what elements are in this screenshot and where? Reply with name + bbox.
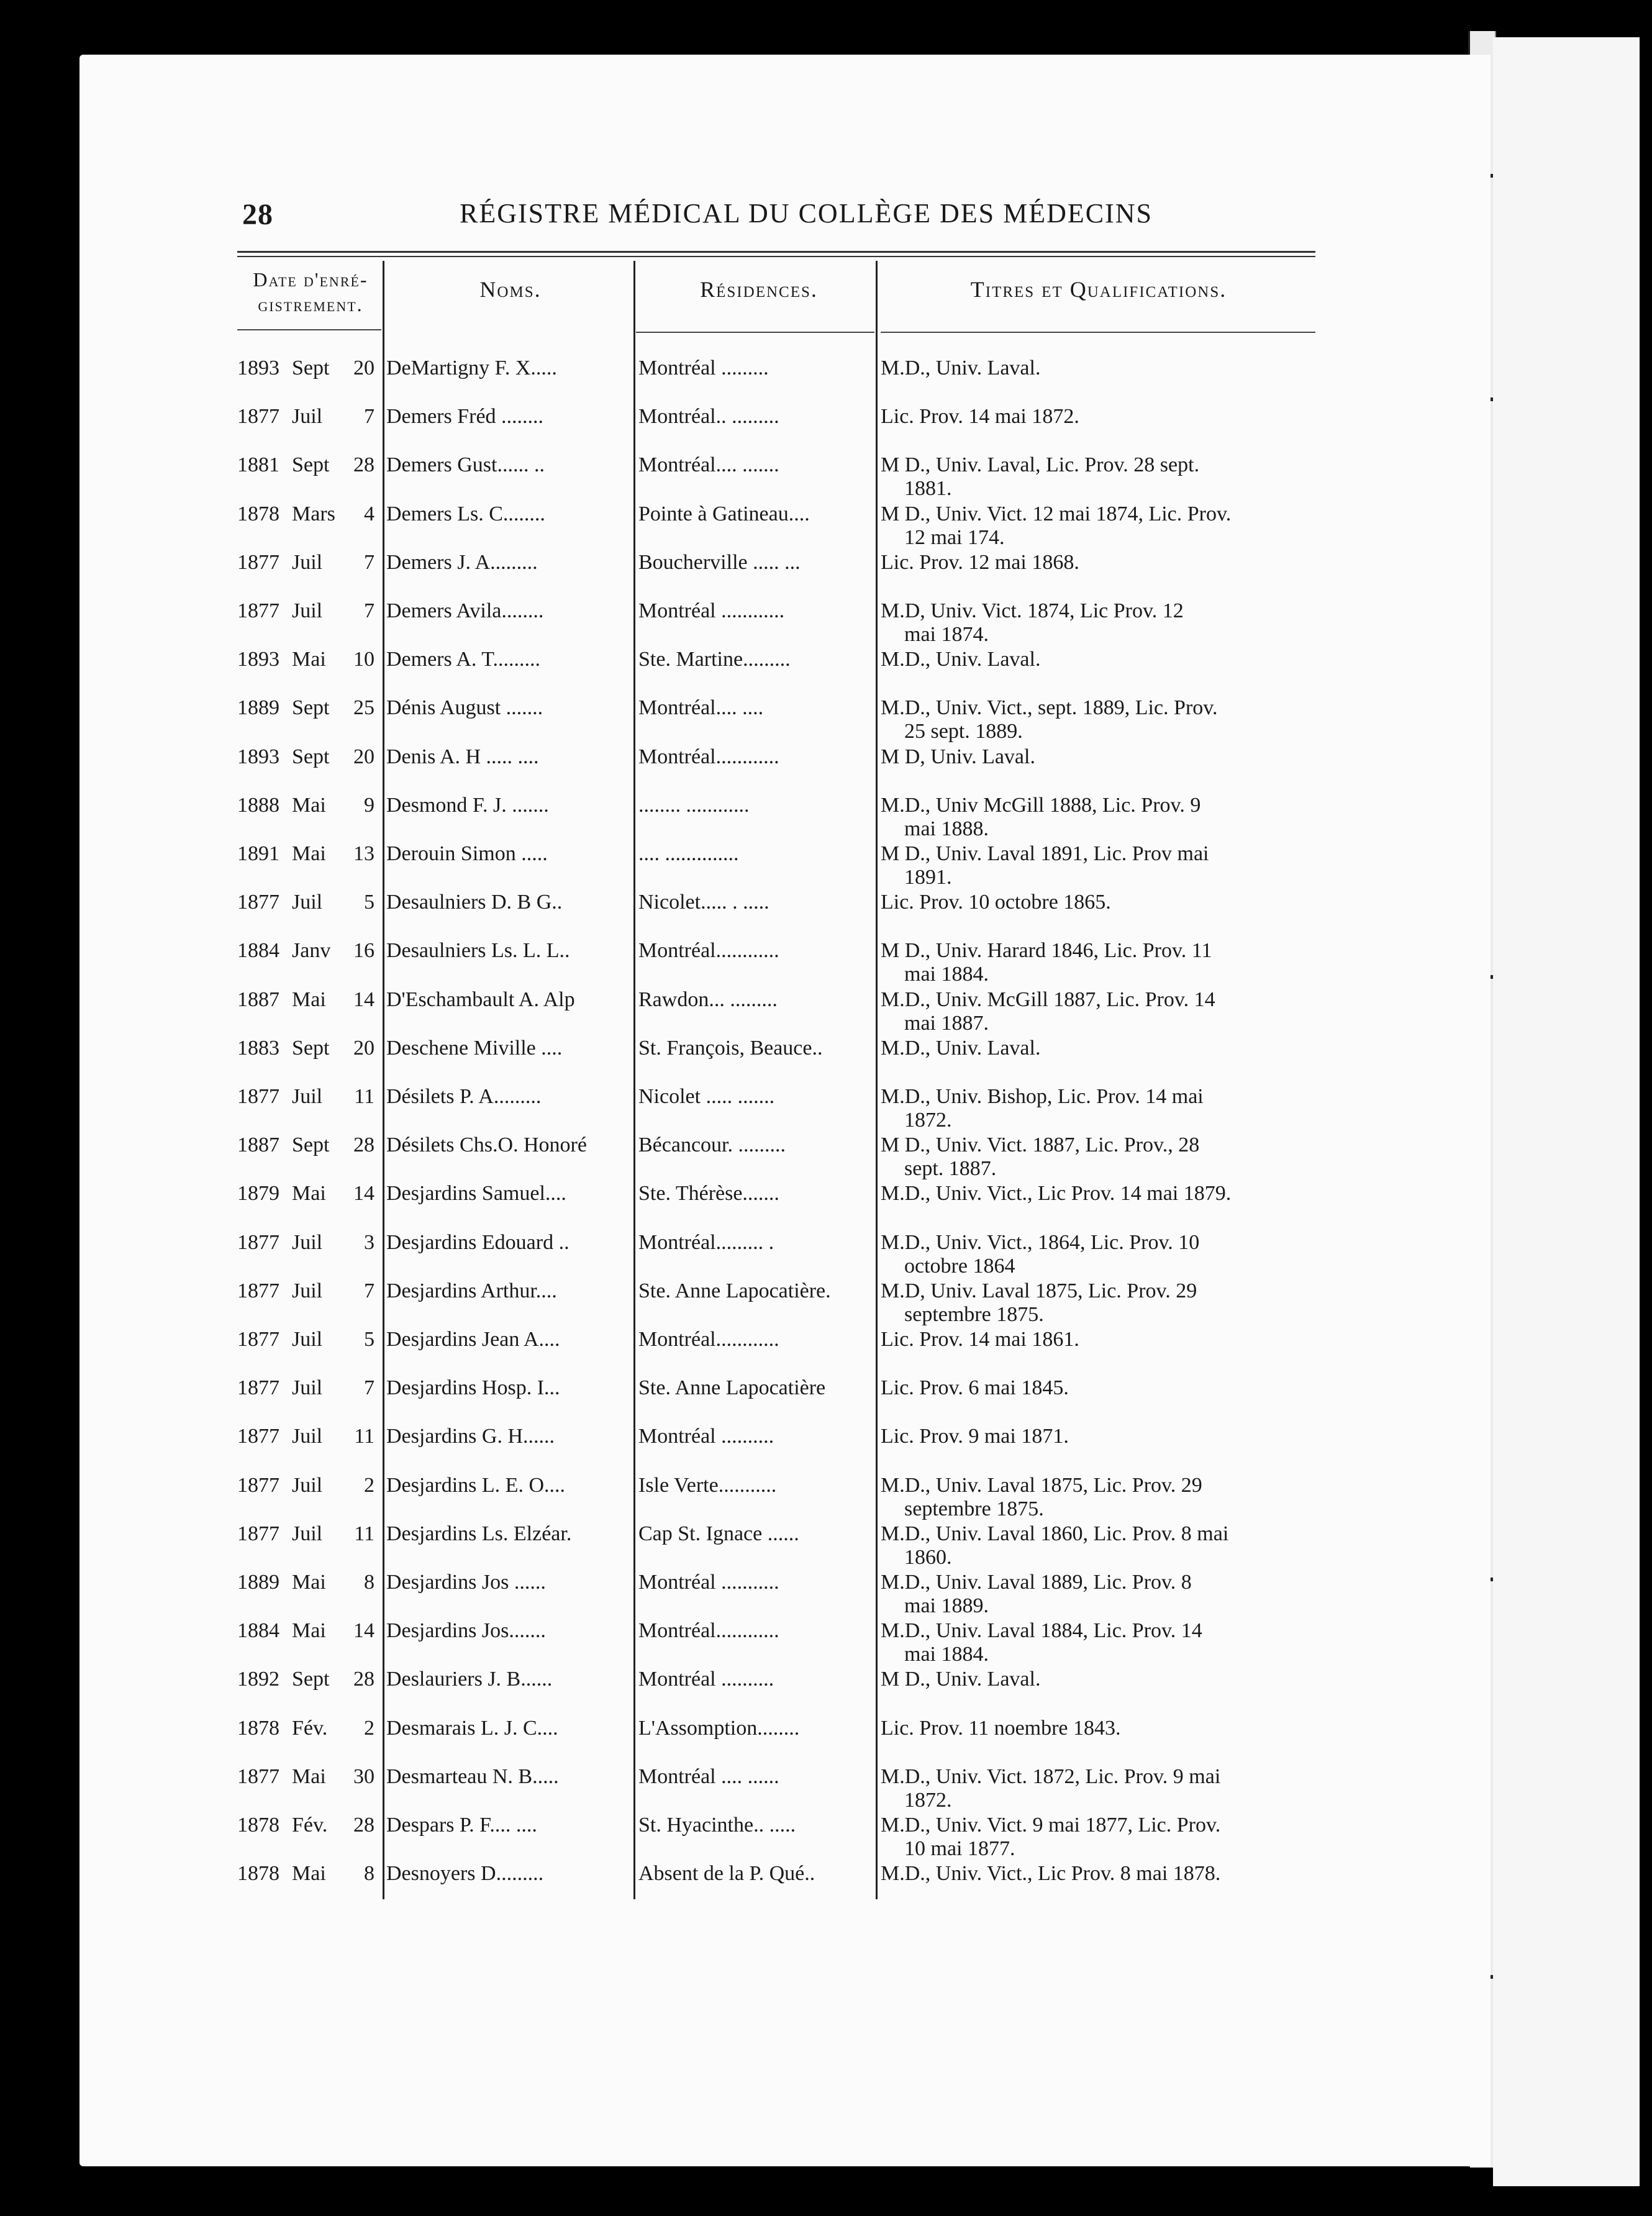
entry-day: 11 [354, 1425, 374, 1448]
qualifications-line1: M D, Univ. Laval. [881, 745, 1035, 768]
entry-month: Juil [292, 405, 323, 429]
table-row [0, 1862, 1652, 1910]
residence: L'Assomption........ [638, 1716, 800, 1740]
physician-name: Desjardins Ls. Elzéar. [386, 1522, 572, 1545]
qualifications-line1: M.D., Univ. McGill 1887, Lic. Prov. 14 [881, 988, 1215, 1011]
physician-name: Desnoyers D......... [386, 1862, 544, 1886]
residence: Ste. Anne Lapocatière. [638, 1279, 831, 1302]
entry-day: 28 [353, 1814, 374, 1837]
column-header-residences: Résidences. [700, 277, 818, 302]
entry-year: 1892 [237, 1668, 279, 1691]
entry-month: Juil [292, 1279, 323, 1302]
entry-day: 5 [364, 1328, 374, 1351]
entry-year: 1877 [237, 1522, 279, 1545]
entry-year: 1877 [237, 1230, 279, 1254]
entry-year: 1879 [237, 1182, 279, 1206]
entry-month: Sept [292, 453, 330, 477]
column-header-date-line1: Date d'enré- [253, 268, 368, 291]
entry-day: 16 [353, 939, 374, 963]
entry-month: Juil [292, 891, 323, 914]
qualifications-line1: M.D., Univ. Vict. 1872, Lic. Prov. 9 mai [881, 1764, 1221, 1788]
residence: Boucherville ..... ... [638, 550, 801, 574]
entry-month: Juil [292, 1522, 323, 1545]
entry-day: 28 [353, 1668, 374, 1691]
entry-year: 1877 [237, 1764, 279, 1788]
entry-month: Mai [292, 1182, 326, 1206]
table-row [0, 405, 1652, 453]
qualifications [881, 1619, 1322, 1666]
entry-year: 1877 [237, 1376, 279, 1400]
qualifications-line2: mai 1888. [904, 817, 989, 840]
qualifications-line1: M.D, Univ. Vict. 1874, Lic Prov. 12 [881, 599, 1184, 622]
physician-name: Demers Avila........ [386, 599, 544, 622]
physician-name: Deschene Miville .... [386, 1036, 563, 1060]
entry-year: 1877 [237, 1085, 279, 1108]
physician-name: Denis A. H ..... .... [386, 745, 539, 768]
qualifications [881, 1862, 1322, 1886]
qualifications [881, 551, 1322, 574]
qualifications-line1: M D., Univ. Laval, Lic. Prov. 28 sept. [881, 453, 1200, 477]
entry-day: 10 [353, 648, 374, 671]
entry-month: Fév. [292, 1716, 328, 1740]
entry-day: 7 [364, 1279, 374, 1302]
entry-month: Mai [292, 1571, 326, 1594]
entry-day: 20 [353, 356, 374, 379]
residence: Montréal .... ...... [638, 1764, 779, 1788]
qualifications-line1: M.D., Univ. Laval 1889, Lic. Prov. 8 [881, 1571, 1192, 1594]
entry-day: 2 [364, 1716, 374, 1740]
physician-name: Desjardins Edouard .. [386, 1230, 570, 1254]
column-header-rule [636, 332, 874, 333]
entry-day: 11 [354, 1522, 374, 1545]
qualifications [881, 939, 1322, 986]
column-header-rule [237, 329, 381, 330]
qualifications [881, 1425, 1322, 1448]
header-rule [237, 251, 1315, 253]
qualifications [881, 1279, 1322, 1327]
column-header-rule [881, 332, 1315, 333]
column-header-date-line2: gistrement. [258, 293, 363, 316]
column-header-date [238, 267, 383, 317]
qualifications [881, 1133, 1322, 1181]
entry-month: Mai [292, 1764, 326, 1788]
table-row [0, 453, 1652, 502]
qualifications-line2: 1891. [904, 866, 952, 889]
residence: Montréal............ [638, 939, 779, 963]
residence: Isle Verte........... [638, 1473, 777, 1497]
table-row [0, 1522, 1652, 1571]
table-row [0, 1425, 1652, 1473]
entry-month: Mai [292, 793, 326, 817]
qualifications [881, 1522, 1322, 1569]
residence: Montréal.... .... [638, 696, 764, 720]
table-row [0, 551, 1652, 599]
entry-year: 1878 [237, 1862, 279, 1886]
entry-day: 28 [353, 453, 374, 477]
qualifications-line1: Lic. Prov. 12 mai 1868. [881, 550, 1079, 574]
qualifications-line1: M D., Univ. Laval 1891, Lic. Prov mai [881, 842, 1209, 865]
residence: St. François, Beauce.. [638, 1036, 823, 1060]
residence: .... .............. [638, 842, 739, 865]
table-row [0, 1474, 1652, 1522]
entry-day: 7 [364, 1376, 374, 1400]
physician-name: Desmarais L. J. C.... [386, 1716, 558, 1740]
residence: Montréal.. ......... [638, 405, 779, 429]
table-row [0, 745, 1652, 794]
physician-name: Desjardins L. E. O.... [386, 1473, 566, 1497]
physician-name: Desjardins Jean A.... [386, 1328, 560, 1351]
qualifications [881, 502, 1322, 550]
entry-day: 28 [353, 1133, 374, 1157]
table-row [0, 502, 1652, 551]
entry-month: Sept [292, 1668, 330, 1691]
physician-name: Demers A. T......... [386, 648, 541, 671]
residence: Montréal .......... [638, 1668, 774, 1691]
entry-day: 5 [364, 891, 374, 914]
entry-month: Mai [292, 1619, 326, 1643]
residence: Montréal ............ [638, 599, 785, 622]
qualifications-line1: Lic. Prov. 6 mai 1845. [881, 1376, 1069, 1400]
entry-month: Juil [292, 599, 323, 622]
qualifications-line2: mai 1884. [904, 1643, 989, 1666]
entry-year: 1877 [237, 891, 279, 914]
qualifications-line2: octobre 1864 [904, 1254, 1015, 1278]
qualifications-line1: M.D., Univ. Laval. [881, 1036, 1041, 1060]
entry-month: Sept [292, 1133, 330, 1157]
entry-day: 9 [364, 793, 374, 817]
qualifications-line2: septembre 1875. [904, 1302, 1044, 1326]
entry-year: 1877 [237, 1425, 279, 1448]
qualifications-line1: M.D, Univ. Laval 1875, Lic. Prov. 29 [881, 1279, 1197, 1302]
entry-month: Fév. [292, 1814, 328, 1837]
qualifications-line1: M.D., Univ. Vict., 1864, Lic. Prov. 10 [881, 1230, 1200, 1254]
entry-day: 7 [364, 550, 374, 574]
entry-day: 8 [364, 1862, 374, 1886]
table-row [0, 988, 1652, 1037]
qualifications [881, 1376, 1322, 1400]
qualifications-line2: mai 1889. [904, 1594, 989, 1617]
physician-name: Désilets Chs.O. Honoré [386, 1133, 587, 1157]
residence: Pointe à Gatineau.... [638, 502, 810, 525]
entry-year: 1893 [237, 356, 279, 379]
residence: Ste. Martine......... [638, 648, 791, 671]
residence: Nicolet..... . ..... [638, 891, 769, 914]
physician-name: Demers J. A......... [386, 550, 538, 574]
entry-year: 1887 [237, 1133, 279, 1157]
qualifications-line1: Lic. Prov. 9 mai 1871. [881, 1425, 1069, 1448]
physician-name: Desmond F. J. ....... [386, 793, 549, 817]
entry-day: 25 [353, 696, 374, 720]
table-row [0, 648, 1652, 696]
table-row [0, 1279, 1652, 1328]
qualifications-line1: M.D., Univ. Vict., Lic Prov. 14 mai 1879. [881, 1182, 1232, 1206]
table-row [0, 1133, 1652, 1182]
physician-name: Demers Gust...... .. [386, 453, 545, 477]
qualifications [881, 696, 1322, 743]
residence: Montréal............ [638, 1619, 779, 1643]
table-row [0, 696, 1652, 745]
table-row [0, 1717, 1652, 1765]
qualifications [881, 1037, 1322, 1060]
qualifications [881, 356, 1322, 380]
entry-year: 1883 [237, 1036, 279, 1060]
residence: Ste. Anne Lapocatière [638, 1376, 826, 1400]
qualifications [881, 1717, 1322, 1740]
residence: ........ ............ [638, 793, 750, 817]
page-title: RÉGISTRE MÉDICAL DU COLLÈGE DES MÉDECINS [460, 198, 1153, 229]
qualifications-line1: M.D., Univ McGill 1888, Lic. Prov. 9 [881, 793, 1201, 817]
table-row [0, 1085, 1652, 1133]
qualifications [881, 1668, 1322, 1691]
table-row [0, 1376, 1652, 1425]
qualifications-line1: M.D., Univ. Laval 1884, Lic. Prov. 14 [881, 1619, 1202, 1643]
entry-year: 1884 [237, 1619, 279, 1643]
residence: St. Hyacinthe.. ..... [638, 1814, 796, 1837]
entry-month: Juil [292, 1473, 323, 1497]
entry-year: 1881 [237, 453, 279, 477]
qualifications-line2: 10 mai 1877. [904, 1837, 1015, 1860]
entry-month: Mai [292, 1862, 326, 1886]
qualifications [881, 794, 1322, 841]
residence: Montréal............ [638, 745, 779, 768]
qualifications-line1: M D., Univ. Laval. [881, 1668, 1041, 1691]
entry-day: 13 [353, 842, 374, 865]
qualifications-line2: 1872. [904, 1109, 952, 1132]
table-row [0, 1328, 1652, 1376]
qualifications-line1: M.D., Univ. Vict., sept. 1889, Lic. Prov. [881, 696, 1218, 720]
residence: Rawdon... ......... [638, 988, 778, 1011]
table-row [0, 1619, 1652, 1668]
qualifications-line2: 1860. [904, 1545, 952, 1569]
table-row [0, 842, 1652, 891]
qualifications-line2: 1872. [904, 1788, 952, 1812]
entry-day: 30 [353, 1764, 374, 1788]
qualifications-line1: Lic. Prov. 11 noembre 1843. [881, 1716, 1121, 1740]
qualifications-line1: Lic. Prov. 14 mai 1872. [881, 405, 1079, 429]
table-row [0, 1571, 1652, 1619]
qualifications-line1: M.D., Univ. Laval 1860, Lic. Prov. 8 mai [881, 1522, 1229, 1545]
qualifications-line2: 25 sept. 1889. [904, 720, 1023, 743]
entry-year: 1877 [237, 599, 279, 622]
qualifications [881, 1328, 1322, 1351]
entry-day: 14 [353, 1619, 374, 1643]
entry-year: 1891 [237, 842, 279, 865]
entry-year: 1893 [237, 648, 279, 671]
physician-name: Desjardins Arthur.... [386, 1279, 557, 1302]
qualifications-line1: M.D., Univ. Laval. [881, 356, 1041, 379]
entry-year: 1887 [237, 988, 279, 1011]
entry-day: 8 [364, 1571, 374, 1594]
qualifications-line1: M.D., Univ. Laval. [881, 648, 1041, 671]
qualifications [881, 745, 1322, 769]
entry-month: Juil [292, 1425, 323, 1448]
table-row [0, 599, 1652, 648]
table-row [0, 356, 1652, 405]
qualifications-line1: M D., Univ. Vict. 1887, Lic. Prov., 28 [881, 1133, 1200, 1157]
entry-month: Juil [292, 550, 323, 574]
qualifications-line1: Lic. Prov. 10 octobre 1865. [881, 891, 1111, 914]
table-row [0, 1182, 1652, 1230]
entry-month: Mai [292, 648, 326, 671]
entry-year: 1878 [237, 1716, 279, 1740]
qualifications-line2: 1881. [904, 477, 952, 501]
qualifications-line1: M.D., Univ. Vict. 9 mai 1877, Lic. Prov. [881, 1814, 1221, 1837]
residence: Nicolet ..... ....... [638, 1085, 775, 1108]
qualifications [881, 1571, 1322, 1618]
table-row [0, 1668, 1652, 1716]
residence: Bécancour. ......... [638, 1133, 786, 1157]
qualifications [881, 1474, 1322, 1521]
entry-month: Juil [292, 1230, 323, 1254]
qualifications-line2: sept. 1887. [904, 1157, 997, 1181]
physician-name: Desaulniers D. B G.. [386, 891, 563, 914]
residence: Montréal ......... [638, 356, 769, 379]
entry-year: 1877 [237, 1279, 279, 1302]
entry-year: 1889 [237, 696, 279, 720]
qualifications-line1: M D., Univ. Vict. 12 mai 1874, Lic. Prov. [881, 502, 1232, 525]
residence: Montréal......... . [638, 1230, 774, 1254]
qualifications-line2: septembre 1875. [904, 1497, 1044, 1520]
physician-name: DeMartigny F. X..... [386, 356, 557, 379]
table-row [0, 939, 1652, 988]
physician-name: Desaulniers Ls. L. L.. [386, 939, 570, 963]
residence: Montréal.... ....... [638, 453, 779, 477]
qualifications [881, 1814, 1322, 1861]
physician-name: Desjardins Hosp. I... [386, 1376, 560, 1400]
entry-month: Sept [292, 696, 330, 720]
residence: Cap St. Ignace ...... [638, 1522, 799, 1545]
entry-year: 1878 [237, 1814, 279, 1837]
entry-day: 4 [364, 502, 374, 525]
qualifications [881, 1182, 1322, 1206]
qualifications-line2: 12 mai 174. [904, 525, 1005, 549]
entry-year: 1884 [237, 939, 279, 963]
entry-day: 2 [364, 1473, 374, 1497]
physician-name: Desjardins G. H...... [386, 1425, 555, 1448]
qualifications [881, 1085, 1322, 1132]
physician-name: Demers Fréd ........ [386, 405, 544, 429]
entry-month: Sept [292, 1036, 330, 1060]
table-row [0, 1765, 1652, 1814]
qualifications [881, 1231, 1322, 1278]
entry-month: Mai [292, 842, 326, 865]
qualifications [881, 842, 1322, 889]
qualifications-line1: M.D., Univ. Laval 1875, Lic. Prov. 29 [881, 1473, 1202, 1497]
residence: Montréal ........... [638, 1571, 779, 1594]
page-number: 28 [242, 198, 273, 231]
entry-year: 1877 [237, 1328, 279, 1351]
qualifications [881, 599, 1322, 647]
physician-name: Dénis August ....... [386, 696, 543, 720]
entry-year: 1893 [237, 745, 279, 768]
entry-month: Mai [292, 988, 326, 1011]
qualifications [881, 453, 1322, 501]
residence: Ste. Thérèse....... [638, 1182, 779, 1206]
qualifications [881, 891, 1322, 914]
qualifications-line1: M.D., Univ. Vict., Lic Prov. 8 mai 1878. [881, 1862, 1221, 1886]
entry-day: 3 [364, 1230, 374, 1254]
header-rule [237, 256, 1315, 257]
entry-year: 1877 [237, 1473, 279, 1497]
physician-name: Desmarteau N. B..... [386, 1764, 559, 1788]
entry-month: Juil [292, 1328, 323, 1351]
entry-day: 14 [353, 1182, 374, 1206]
entry-day: 7 [364, 405, 374, 429]
entry-year: 1878 [237, 502, 279, 525]
entry-year: 1877 [237, 550, 279, 574]
entry-month: Juil [292, 1085, 323, 1108]
qualifications-line1: M D., Univ. Harard 1846, Lic. Prov. 11 [881, 939, 1212, 963]
column-header-names: Noms. [479, 277, 542, 302]
table-row [0, 1231, 1652, 1279]
residence: Montréal............ [638, 1328, 779, 1351]
entry-day: 11 [354, 1085, 374, 1108]
entry-month: Mars [292, 502, 335, 525]
entry-month: Sept [292, 745, 330, 768]
entry-year: 1889 [237, 1571, 279, 1594]
column-header-titles: Titres et Qualifications. [970, 277, 1227, 302]
qualifications [881, 1765, 1322, 1812]
table-row [0, 794, 1652, 842]
physician-name: Demers Ls. C........ [386, 502, 545, 525]
residence: Absent de la P. Qué.. [638, 1862, 815, 1886]
qualifications-line2: mai 1874. [904, 623, 989, 646]
physician-name: D'Eschambault A. Alp [386, 988, 575, 1011]
entry-month: Janv [292, 939, 331, 963]
qualifications-line1: Lic. Prov. 14 mai 1861. [881, 1328, 1079, 1351]
qualifications [881, 405, 1322, 429]
qualifications [881, 988, 1322, 1035]
entry-month: Juil [292, 1376, 323, 1400]
entry-day: 14 [353, 988, 374, 1011]
entry-day: 20 [353, 1036, 374, 1060]
qualifications-line2: mai 1884. [904, 963, 989, 986]
entry-year: 1877 [237, 405, 279, 429]
table-row [0, 1814, 1652, 1862]
physician-name: Despars P. F.... .... [386, 1814, 537, 1837]
physician-name: Desjardins Jos ...... [386, 1571, 546, 1594]
physician-name: Desjardins Jos....... [386, 1619, 546, 1643]
entry-day: 20 [353, 745, 374, 768]
qualifications [881, 648, 1322, 671]
residence: Montréal .......... [638, 1425, 774, 1448]
entry-day: 7 [364, 599, 374, 622]
qualifications-line1: M.D., Univ. Bishop, Lic. Prov. 14 mai [881, 1085, 1204, 1108]
qualifications-line2: mai 1887. [904, 1011, 989, 1035]
table-row [0, 891, 1652, 939]
physician-name: Derouin Simon ..... [386, 842, 548, 865]
entry-year: 1888 [237, 793, 279, 817]
physician-name: Desjardins Samuel.... [386, 1182, 566, 1206]
entry-month: Sept [292, 356, 330, 379]
table-row [0, 1037, 1652, 1085]
physician-name: Désilets P. A......... [386, 1085, 542, 1108]
physician-name: Deslauriers J. B...... [386, 1668, 553, 1691]
